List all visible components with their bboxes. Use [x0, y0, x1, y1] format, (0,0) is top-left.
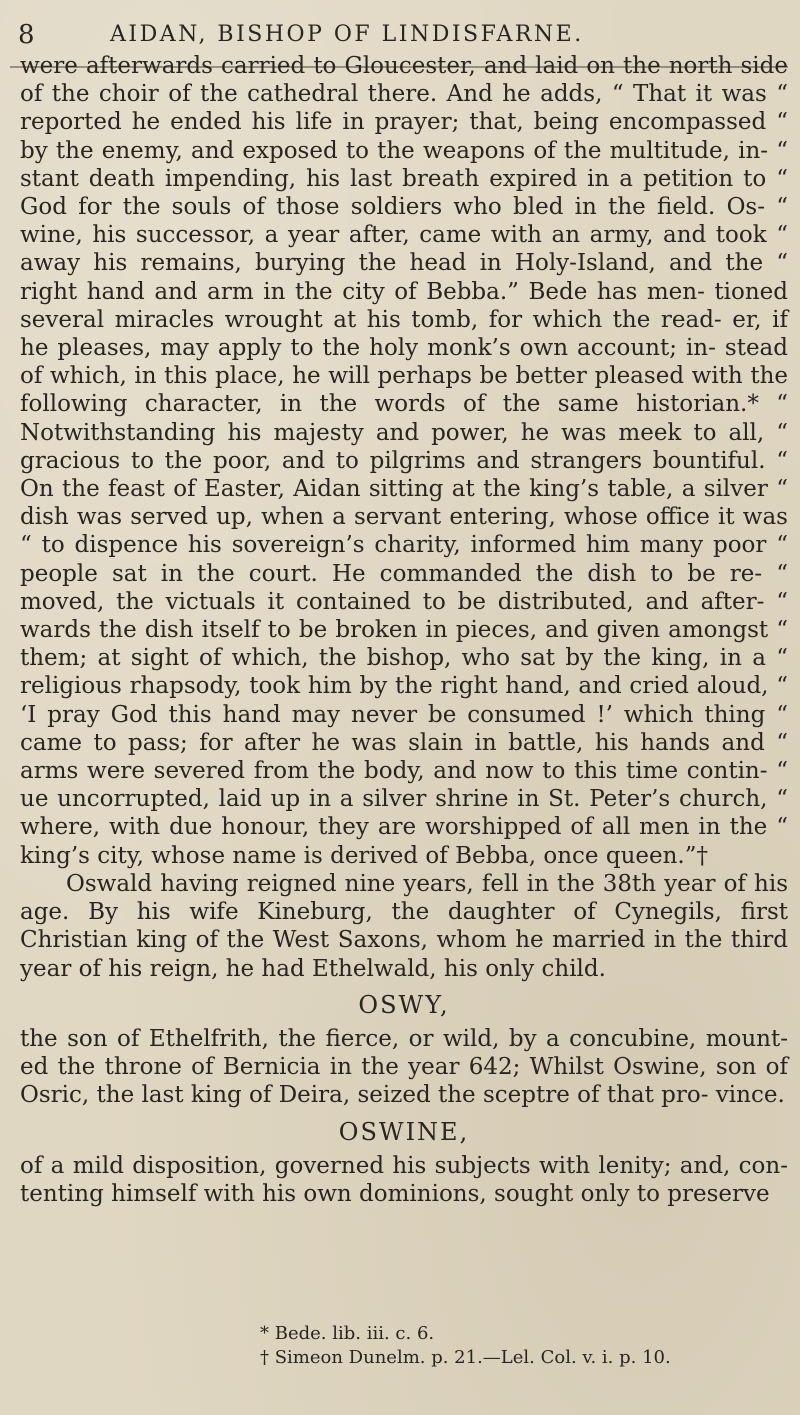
paragraph-oswy: the son of Ethelfrith, the fierce, or wild, by a concubine, mount- ed the throne of Bernicia in the year 642; Whilst Oswine, son of Osric, the last king of Deira, seized the sceptre of that pro- vince.	[20, 1025, 788, 1109]
footnotes	[20, 1322, 788, 1370]
body-text	[20, 52, 788, 1208]
footnote-1: * Bede. lib. iii. c. 6.	[260, 1323, 435, 1344]
running-title: AIDAN, BISHOP OF LINDISFARNE.	[110, 22, 584, 47]
page-number: 8	[18, 20, 36, 50]
paragraph-continuation: were afterwards carried to Gloucester, and laid on the north side of the choir of the cathedral there. And he adds, “ That it was “ reported he ended his life in prayer; that, being encompassed “ by the enemy, and exposed to the weapons of the multitude, in- “ stant death impending, his last breath expired in a petition to “ God for the souls of those soldiers who bled in the field. Os- “ wine, his successor, a year after, came with an army, and took “ away his remains, burying the head in Holy-Island, and the “ right hand and arm in the city of Bebba.” Bede has men- tioned several miracles wrought at his tomb, for which the read- er, if he pleases, may apply to the holy monk’s own account; in- stead of which, in this place, he will perhaps be better pleased with the following character, in the words of the same historian.* “ Notwithstanding his majesty and power, he was meek to all, “ gracious to the poor, and to pilgrims and strangers bountiful. “ On the feast of Easter, Aidan sitting at the king’s table, a silver “ dish was served up, when a servant entering, whose office it was “ to dispence his sovereign’s charity, informed him many poor “ people sat in the court. He commanded the dish to be re- “ moved, the victuals it contained to be distributed, and after- “ wards the dish itself to be broken in pieces, and given amongst “ them; at sight of which, the bishop, who sat by the king, in a “ religious rhapsody, took him by the right hand, and cried aloud, “ ‘I pray God this hand may never be consumed !’ which thing “ came to pass; for after he was slain in battle, his hands and “ arms were severed from the body, and now to this time contin- “ ue uncorrupted, laid up in a silver shrine in St. Peter’s church, “ where, with due honour, they are worshipped of all men in the “ king’s city, whose name is derived of Bebba, once queen.”†	[20, 53, 788, 869]
paragraph-oswine: of a mild disposition, governed his subjects with lenity; and, con- tenting himself with his own dominions, sought only to preserve	[20, 1152, 788, 1207]
section-heading-oswy: OSWY,	[358, 990, 450, 1019]
paragraph-oswald: Oswald having reigned nine years, fell in the 38th year of his age. By his wife Kineburg, the daughter of Cynegils, first Christian king of the West Saxons, whom he married in the third year of his reign, he had Ethelwald, his only child.	[20, 870, 788, 982]
section-heading-oswine: OSWINE,	[338, 1117, 470, 1146]
footnote-2: † Simeon Dunelm. p. 21.—Lel. Col. v. i. p. 10.	[260, 1347, 671, 1368]
